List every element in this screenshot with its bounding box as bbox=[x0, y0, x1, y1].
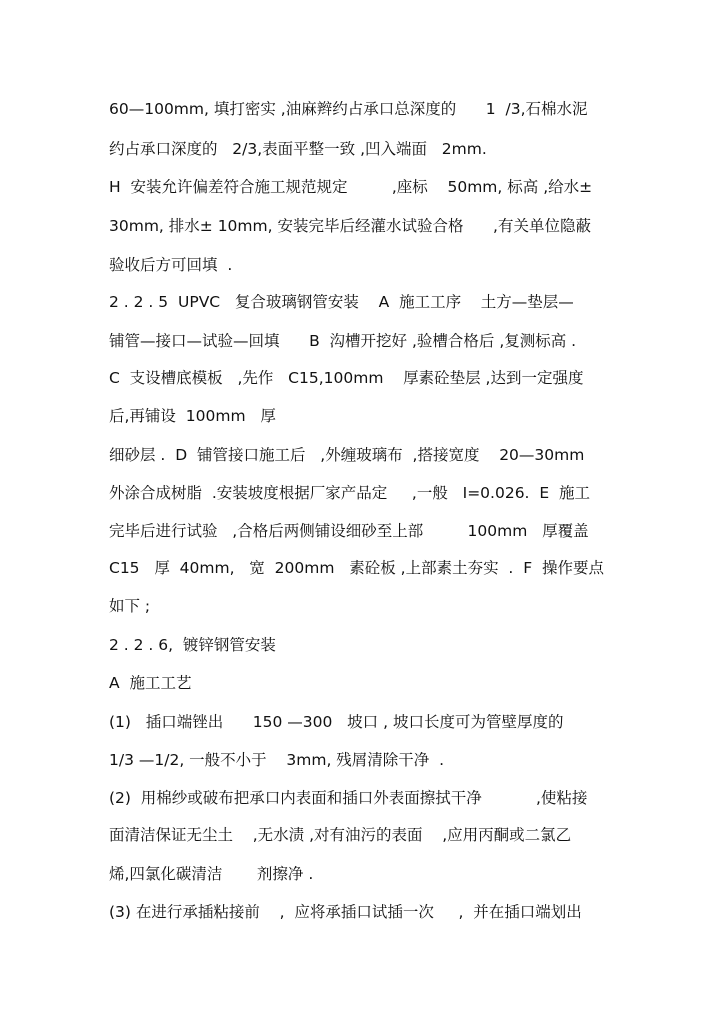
text-line: (2) 用棉纱或破布把承口内表面和插口外表面擦拭干净 ,使粘接 bbox=[109, 789, 588, 807]
subsection-heading: A 施工工艺 bbox=[109, 674, 192, 692]
text-line: 铺管—接口—试验—回填 B 沟槽开挖好 ,验槽合格后 ,复测标高 . bbox=[109, 332, 577, 350]
text-line: 完毕后进行试验 ,合格后两侧铺设细砂至上部 100mm 厚覆盖 bbox=[109, 522, 589, 540]
text-line: C15 厚 40mm, 宽 200mm 素砼板 ,上部素土夯实 . F 操作要点 bbox=[109, 559, 604, 577]
text-line: 后,再铺设 100mm 厚 bbox=[109, 407, 276, 425]
text-line: (3) 在进行承插粘接前 , 应将承插口试插一次 , 并在插口端划出 bbox=[109, 903, 582, 921]
text-line: 2 . 2 . 5 UPVC 复合玻璃钢管安装 A 施工工序 土方—垫层— bbox=[109, 293, 574, 311]
text-line: H 安装允许偏差符合施工规范规定 ,座标 50mm, 标高 ,给水± bbox=[109, 178, 593, 196]
text-line: 约占承口深度的 2/3,表面平整一致 ,凹入端面 2mm. bbox=[109, 140, 487, 158]
text-line: 1/3 —1/2, 一般不小于 3mm, 残屑清除干净 . bbox=[109, 751, 445, 769]
text-line: 外涂合成树脂 .安装坡度根据厂家产品定 ,一般 I=0.026. E 施工 bbox=[109, 484, 590, 502]
text-line: 面清洁保证无尘土 ,无水渍 ,对有油污的表面 ,应用丙酮或二氯乙 bbox=[109, 826, 572, 844]
text-line: (1) 插口端锉出 150 —300 坡口 , 坡口长度可为管壁厚度的 bbox=[109, 713, 564, 731]
text-line: 60—100mm, 填打密实 ,油麻辫约占承口总深度的 1 /3,石棉水泥 bbox=[109, 100, 588, 118]
text-line: 验收后方可回填 . bbox=[109, 256, 233, 274]
text-line: C 支设槽底模板 ,先作 C15,100mm 厚素砼垫层 ,达到一定强度 bbox=[109, 369, 584, 387]
section-heading: 2 . 2 . 6, 镀锌钢管安装 bbox=[109, 636, 276, 654]
text-line: 如下 ; bbox=[109, 597, 151, 615]
text-line: 30mm, 排水± 10mm, 安装完毕后经灌水试验合格 ,有关单位隐蔽 bbox=[109, 217, 591, 235]
text-line: 烯,四氯化碳清洁 剂擦净 . bbox=[109, 865, 314, 883]
text-line: 细砂层 . D 铺管接口施工后 ,外缠玻璃布 ,搭接宽度 20—30mm bbox=[109, 446, 585, 464]
